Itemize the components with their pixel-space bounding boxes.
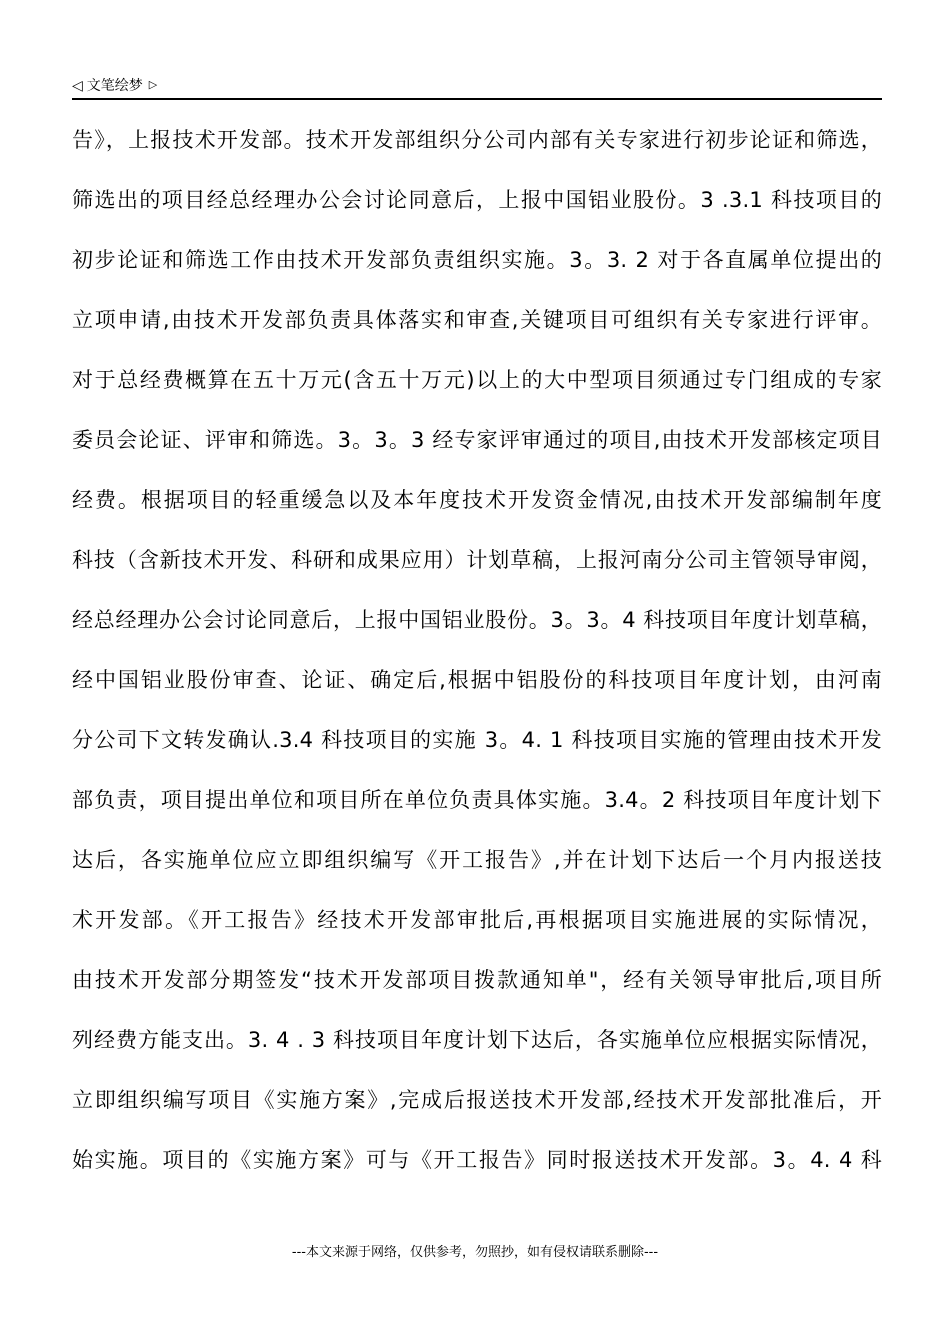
text-line: 部负责，项目提出单位和项目所在单位负责具体实施。3.4。2 科技项目年度计划下 xyxy=(72,788,882,812)
footer-disclaimer: ---本文来源于网络，仅供参考，勿照抄，如有侵权请联系删除--- xyxy=(291,1245,659,1260)
text-line: 列经费方能支出。3. 4 . 3 科技项目年度计划下达后，各实施单位应根据实际情况， xyxy=(72,1028,882,1052)
text-line: 经中国铝业股份审查、论证、确定后,根据中铝股份的科技项目年度计划，由河南 xyxy=(72,668,882,692)
text-line: 经费。根据项目的轻重缓急以及本年度技术开发资金情况,由技术开发部编制年度 xyxy=(72,488,882,512)
text-line: 术开发部。《开工报告》经技术开发部审批后,再根据项目实施进展的实际情况， xyxy=(72,908,882,932)
text-line: 分公司下文转发确认.3.4 科技项目的实施 3。4. 1 科技项目实施的管理由技术开发 xyxy=(72,728,882,752)
right-triangle-icon: ▷ xyxy=(148,78,158,91)
text-line: 立项申请,由技术开发部负责具体落实和审查,关键项目可组织有关专家进行评审。 xyxy=(72,308,882,332)
text-line: 告》，上报技术开发部。技术开发部组织分公司内部有关专家进行初步论证和筛选， xyxy=(72,128,882,152)
text-line: 达后，各实施单位应立即组织编写《开工报告》,并在计划下达后一个月内报送技 xyxy=(72,848,882,872)
page-header xyxy=(72,76,882,100)
header-title: 文笔绘梦 xyxy=(86,78,143,94)
text-line: 立即组织编写项目《实施方案》,完成后报送技术开发部,经技术开发部批准后，开 xyxy=(72,1088,882,1112)
document-body xyxy=(72,118,882,1198)
text-line: 筛选出的项目经总经理办公会讨论同意后，上报中国铝业股份。3 .3.1 科技项目的 xyxy=(72,188,882,212)
text-line: 科技（含新技术开发、科研和成果应用）计划草稿，上报河南分公司主管领导审阅， xyxy=(72,548,882,572)
text-line: 经总经理办公会讨论同意后，上报中国铝业股份。3。3。4 科技项目年度计划草稿， xyxy=(72,608,882,632)
text-line: 由技术开发部分期签发“技术开发部项目拨款通知单"，经有关领导审批后,项目所 xyxy=(72,968,882,992)
header-text xyxy=(72,76,157,95)
text-line: 始实施。项目的《实施方案》可与《开工报告》同时报送技术开发部。3。4. 4 科 xyxy=(72,1148,882,1172)
text-line: 初步论证和筛选工作由技术开发部负责组织实施。3。3. 2 对于各直属单位提出的 xyxy=(72,248,882,272)
left-triangle-icon: ◁ xyxy=(72,78,83,94)
text-line: 委员会论证、评审和筛选。3。3。3 经专家评审通过的项目,由技术开发部核定项目 xyxy=(72,428,882,452)
text-line: 对于总经费概算在五十万元(含五十万元)以上的大中型项目须通过专门组成的专家 xyxy=(72,368,882,392)
